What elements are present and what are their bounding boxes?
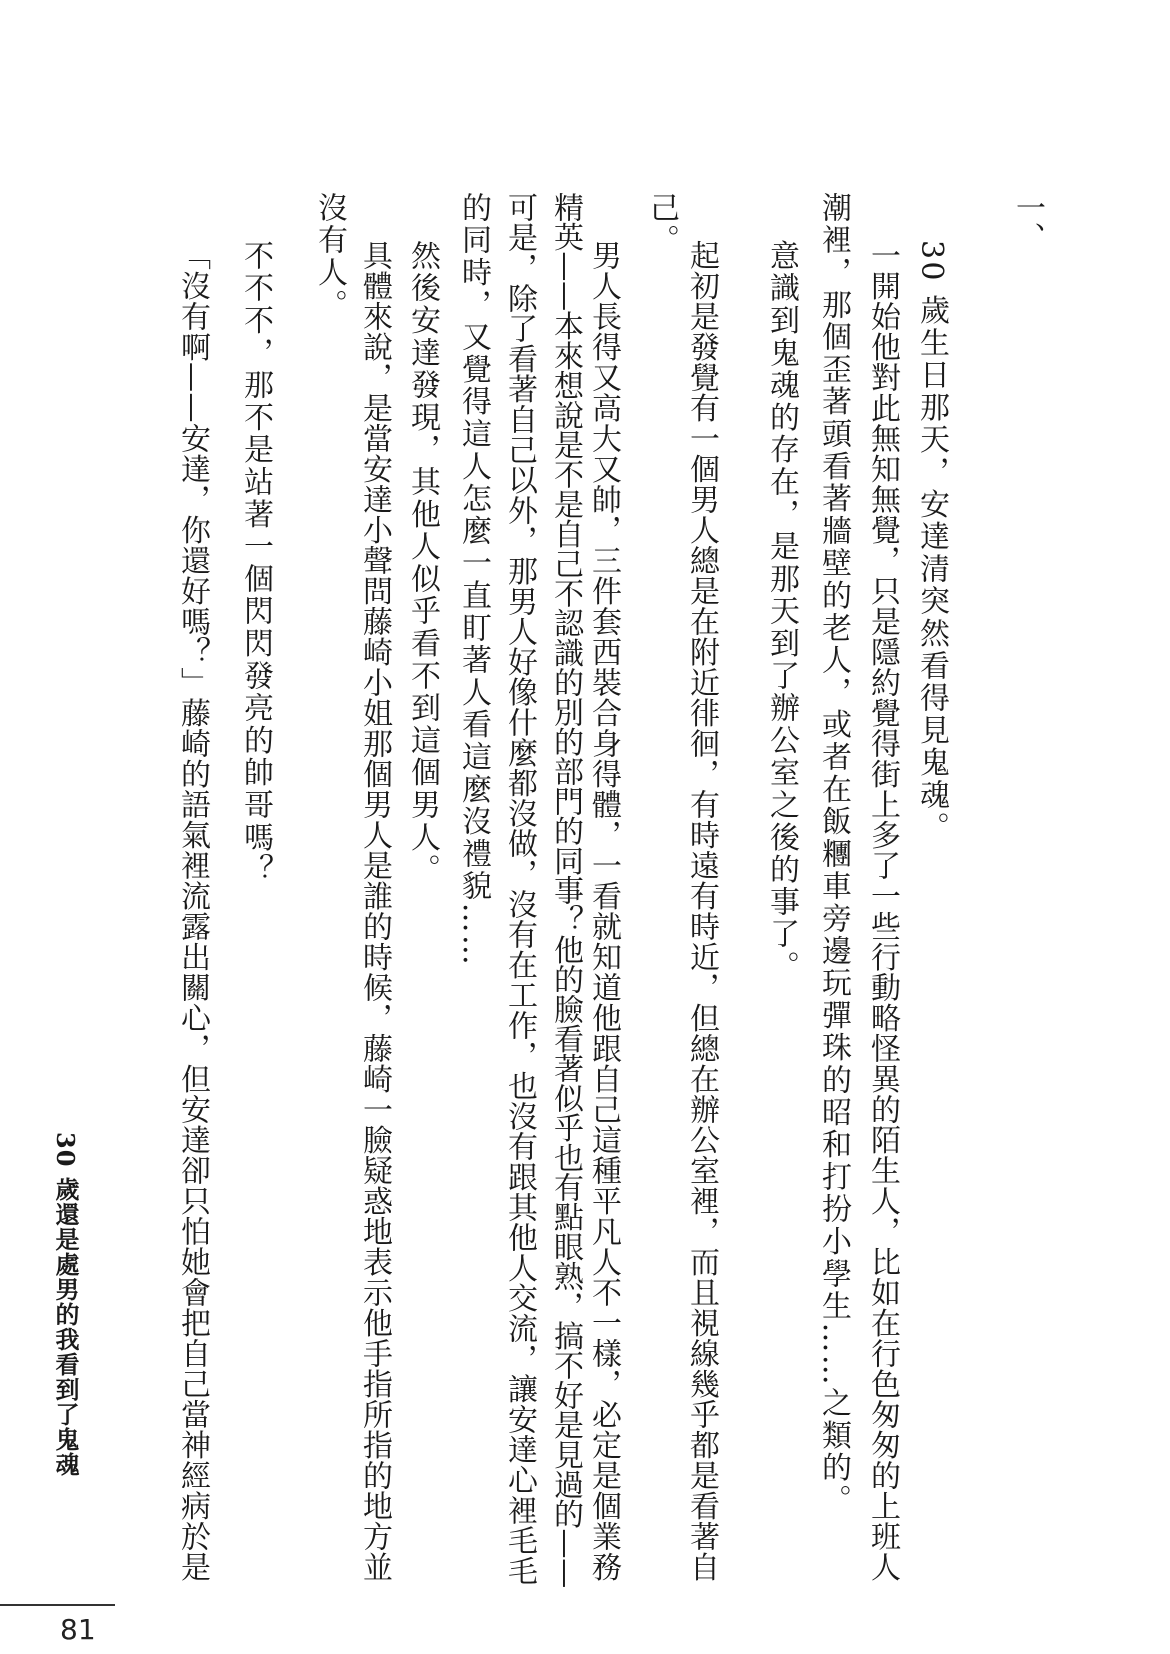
text-column-7: 男人長得又高大又帥，三件套西裝合身得體，一看就知道他跟自己這種平凡人不一樣，必定是個業務 — [586, 240, 621, 1582]
text-column-11: 然後安達發現，其他人似乎看不到這個男人。 — [405, 240, 440, 886]
page-number: 81 — [60, 1613, 96, 1646]
running-title: 30 歲還是處男的我看到了鬼魂 — [51, 1132, 80, 1477]
text-column-10: 的同時，又覺得這人怎麼一直盯著人看這麼沒禮貌…… — [456, 192, 491, 968]
text-column-6: 己。 — [644, 192, 679, 257]
text-column-8: 精英——本來想說是不是自己不認識的別的部門的同事？他的臉看著似乎也有點眼熟，搞不好是見過的—— — [548, 192, 583, 1588]
text-column-4: 意識到鬼魂的存在，是那天到了辦公室之後的事了。 — [764, 240, 799, 983]
text-column-1: 30 歲生日那天，安達清突然看得見鬼魂。 — [914, 240, 949, 844]
text-column-12: 具體來說，是當安達小聲問藤崎小姐那個男人是誰的時候，藤崎一臉疑惑地表示他手指所指的地方並 — [357, 240, 392, 1582]
text-column-15: 「沒有啊——安達，你還好嗎？」藤崎的語氣裡流露出關心，但安達卻只怕她會把自己當神經病於是 — [175, 240, 210, 1582]
text-column-14: 不不不，那不是站著一個閃閃發亮的帥哥嗎？ — [238, 240, 273, 886]
text-column-13: 沒有人。 — [312, 192, 347, 322]
folio-rule — [0, 1604, 115, 1606]
text-column-5: 起初是發覺有一個男人總是在附近徘徊，有時遠有時近，但總在辦公室裡，而且視線幾乎都是看著自 — [684, 240, 719, 1582]
text-column-9: 可是，除了看著自己以外，那男人好像什麼都沒做，沒有在工作，也沒有跟其他人交流，讓安達心裡毛毛 — [502, 192, 537, 1586]
text-column-2: 一開始他對此無知無覺，只是隱約覺得街上多了一些行動略怪異的陌生人，比如在行色匆匆的上班人 — [865, 240, 900, 1582]
text-column-3: 潮裡，那個歪著頭看著牆壁的老人，或者在飯糰車旁邊玩彈珠的昭和打扮小學生……之類的。 — [816, 192, 851, 1517]
chapter-number: 一、 — [1010, 192, 1045, 252]
